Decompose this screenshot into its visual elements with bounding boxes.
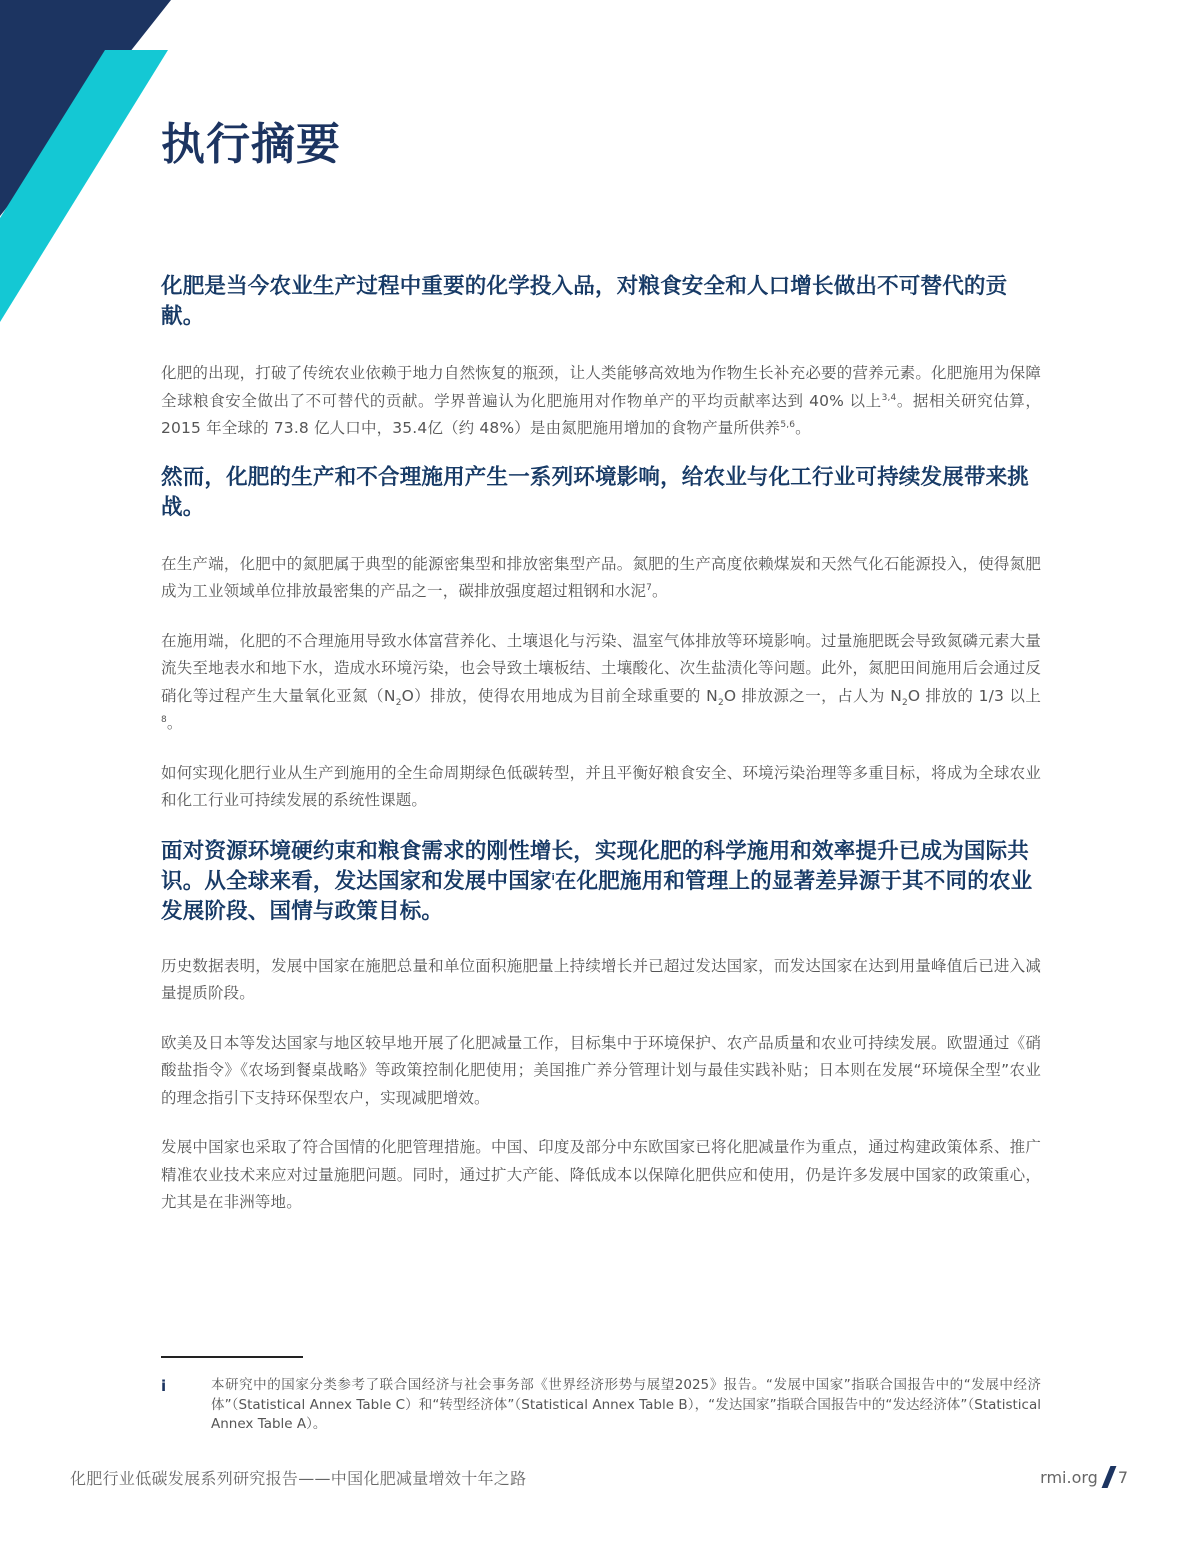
footer-report-title: 化肥行业低碳发展系列研究报告——中国化肥减量增效十年之路 bbox=[70, 1469, 527, 1488]
subscript: 2 bbox=[395, 697, 402, 708]
footnote-marker: i bbox=[161, 1377, 167, 1395]
paragraph-4: 如何实现化肥行业从生产到施用的全生命周期绿色低碳转型，并且平衡好粮食安全、环境污染治理等多重目标，将成为全球农业和化工行业可持续发展的系统性课题。 bbox=[161, 763, 1041, 809]
footer-page-info bbox=[1040, 1466, 1128, 1488]
text-span: 面对资源环境硬约束和粮食需求的刚性增长，实现化肥的科学施用和效率提升已成为国际共识。从全球来看，发达国家和发展中国家 bbox=[161, 838, 1030, 894]
paragraph-3 bbox=[161, 628, 1041, 738]
text-span: 化肥的出现，打破了传统农业依赖于地力自然恢复的瓶颈，让人类能够高效地为作物生长补充必要的营养元素。化肥施用为保障全球粮食安全做出了不可替代的贡献。学界普遍认为化肥施用对作物单产的平均贡献率达到 40% 以上 bbox=[161, 364, 1041, 410]
text-span: 。 bbox=[795, 419, 811, 437]
citation-ref[interactable]: 7 bbox=[646, 582, 653, 593]
paragraph-1 bbox=[161, 360, 1041, 443]
footnote-ref[interactable]: i bbox=[551, 872, 555, 883]
footnote-divider bbox=[161, 1356, 303, 1358]
slash-icon bbox=[1101, 1466, 1116, 1488]
text-span: O）排放，使得农用地成为目前全球重要的 N bbox=[401, 686, 718, 705]
paragraph-7: 发展中国家也采取了符合国情的化肥管理措施。中国、印度及部分中东欧国家已将化肥减量作为重点，通过构建政策体系、推广精准农业技术来应对过量施肥问题。同时，通过扩大产能、降低成本以保障化肥供应和使用，仍是许多发展中国家的政策重心，尤其是在非洲等地。 bbox=[161, 1138, 1041, 1211]
text-span: 。 bbox=[652, 582, 668, 600]
text-span: 在化肥施用和管理上的显著差异源于其不同的农业发展阶段、国情与政策目标。 bbox=[161, 868, 1033, 924]
footer-site-link[interactable]: rmi.org bbox=[1040, 1467, 1098, 1487]
page-number: 7 bbox=[1117, 1467, 1128, 1487]
text-span: 在施用端，化肥的不合理施用导致水体富营养化、土壤退化与污染、温室气体排放等环境影响。过量施肥既会导致氮磷元素大量流失至地表水和地下水，造成水环境污染，也会导致土壤板结、土壤酸化、次生盐渍化等问题。此外，氮肥田间施用后会通过反硝化等过程产生大量氧化亚氮（N bbox=[161, 631, 1041, 705]
paragraph-6: 欧美及日本等发达国家与地区较早地开展了化肥减量工作，目标集中于环境保护、农产品质量和农业可持续发展。欧盟通过《硝酸盐指令》《农场到餐桌战略》等政策控制化肥使用；美国推广养分管理计划与最佳实践补贴；日本则在发展“环境保全型”农业的理念指引下支持环保型农户，实现减肥增效。 bbox=[161, 1033, 1041, 1107]
lead-heading-2: 然而，化肥的生产和不合理施用产生一系列环境影响，给农业与化工行业可持续发展带来挑战。 bbox=[161, 464, 1030, 520]
citation-ref[interactable]: 8 bbox=[161, 714, 167, 725]
main-content bbox=[161, 272, 1041, 1217]
lead-heading-3 bbox=[161, 837, 1041, 927]
footnote-text: 本研究中的国家分类参考了联合国经济与社会事务部《世界经济形势与展望2025》报告。“发展中国家”指联合国报告中的“发展中经济体”（Statistical Annex Table C）和“转型经济体”（Statistical Annex Table B），“发达国家”指联合国报告中的“发达经济体”（Statistical Annex Table A）。 bbox=[211, 1377, 1041, 1432]
text-span: O 排放源之一，占人为 N bbox=[723, 686, 902, 705]
page-title: 执行摘要 bbox=[161, 119, 341, 170]
footnote bbox=[161, 1376, 1041, 1435]
text-span: 。 bbox=[166, 714, 183, 732]
paragraph-2 bbox=[161, 551, 1041, 606]
lead-heading-1: 化肥是当今农业生产过程中重要的化学投入品，对粮食安全和人口增长做出不可替代的贡献。 bbox=[161, 274, 1008, 329]
text-span: O 排放的 1/3 以上 bbox=[907, 686, 1041, 705]
text-span: 。据相关研究估算，2015 年全球的 73.8 亿人口中，35.4亿（约 48%）是由氮肥施用增加的食物产量所供养 bbox=[161, 391, 1041, 437]
citation-ref[interactable]: 5,6 bbox=[780, 419, 796, 430]
subscript: 2 bbox=[717, 697, 724, 708]
paragraph-5: 历史数据表明，发展中国家在施肥总量和单位面积施肥量上持续增长并已超过发达国家，而发达国家在达到用量峰值后已进入减量提质阶段。 bbox=[161, 956, 1041, 1002]
subscript: 2 bbox=[901, 697, 908, 708]
text-span: 在生产端，化肥中的氮肥属于典型的能源密集型和排放密集型产品。氮肥的生产高度依赖煤炭和天然气化石能源投入，使得氮肥成为工业领域单位排放最密集的产品之一，碳排放强度超过粗钢和水泥 bbox=[161, 554, 1041, 600]
citation-ref[interactable]: 3,4 bbox=[881, 392, 897, 403]
